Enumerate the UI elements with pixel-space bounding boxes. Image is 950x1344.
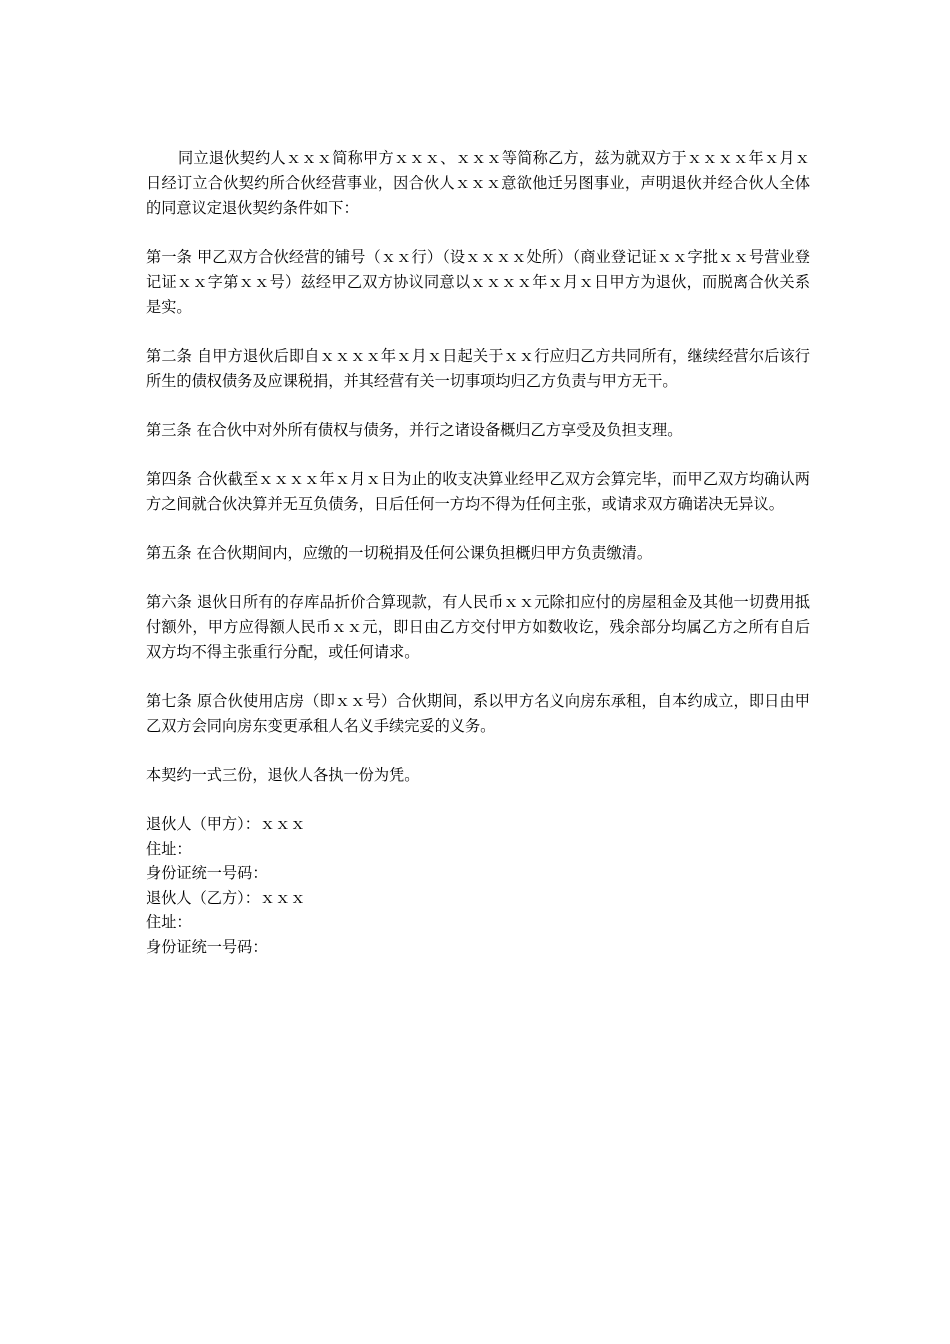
party-a-name-line: 退伙人（甲方）：ｘｘｘ	[146, 815, 306, 833]
party-b-id-line: 身份证统一号码：	[146, 937, 268, 956]
article-6: 第六条 退伙日所有的存库品折价合算现款，有人民币ｘｘ元除扣应付的房屋租金及其他一切费用抵付额外，甲方应得额人民币ｘｘ元，即日由乙方交付甲方如数收讫，残余部分均属乙方之所有自后双方均不得主张重行分配，或任何请求。	[146, 593, 810, 661]
party-a-id-line: 身份证统一号码：	[146, 864, 268, 883]
party-b-name-line: 退伙人（乙方）：ｘｘｘ	[146, 888, 306, 907]
signature-block	[146, 812, 810, 960]
intro-paragraph: 同立退伙契约人ｘｘｘ简称甲方ｘｘｘ、ｘｘｘ等简称乙方，兹为就双方于ｘｘｘｘ年ｘ月ｘ日经订立合伙契约所合伙经营事业，因合伙人ｘｘｘ意欲他迁另图事业，声明退伙并经合伙人全体的同意议定退伙契约条件如下：	[146, 149, 810, 217]
party-b-address-line: 住址：	[146, 913, 192, 932]
article-7: 第七条 原合伙使用店房（即ｘｘ号）合伙期间，系以甲方名义向房东承租，自本约成立，即日由甲乙双方会同向房东变更承租人名义手续完妥的义务。	[146, 692, 810, 735]
article-1: 第一条 甲乙双方合伙经营的铺号（ｘｘ行）（设ｘｘｘｘ处所）（商业登记证ｘｘ字批ｘｘ号营业登记证ｘｘ字第ｘｘ号）兹经甲乙双方协议同意以ｘｘｘｘ年ｘ月ｘ日甲方为退伙，而脱离合伙关系是实。	[146, 248, 810, 316]
article-2: 第二条 自甲方退伙后即自ｘｘｘｘ年ｘ月ｘ日起关于ｘｘ行应归乙方共同所有，继续经营尔后该行所生的债权债务及应课税捐，并其经营有关一切事项均归乙方负责与甲方无干。	[146, 347, 810, 390]
party-a-address-line: 住址：	[146, 839, 192, 858]
article-4: 第四条 合伙截至ｘｘｘｘ年ｘ月ｘ日为止的收支决算业经甲乙双方会算完毕，而甲乙双方均确认两方之间就合伙决算并无互负债务，日后任何一方均不得为任何主张，或请求双方确诺决无异议。	[146, 470, 810, 513]
article-5: 第五条 在合伙期间内，应缴的一切税捐及任何公课负担概归甲方负责缴清。	[146, 544, 653, 562]
closing-paragraph: 本契约一式三份，退伙人各执一份为凭。	[146, 766, 420, 784]
document-body	[146, 146, 810, 960]
article-3: 第三条 在合伙中对外所有债权与债务，并行之诸设备概归乙方享受及负担支理。	[146, 421, 683, 439]
